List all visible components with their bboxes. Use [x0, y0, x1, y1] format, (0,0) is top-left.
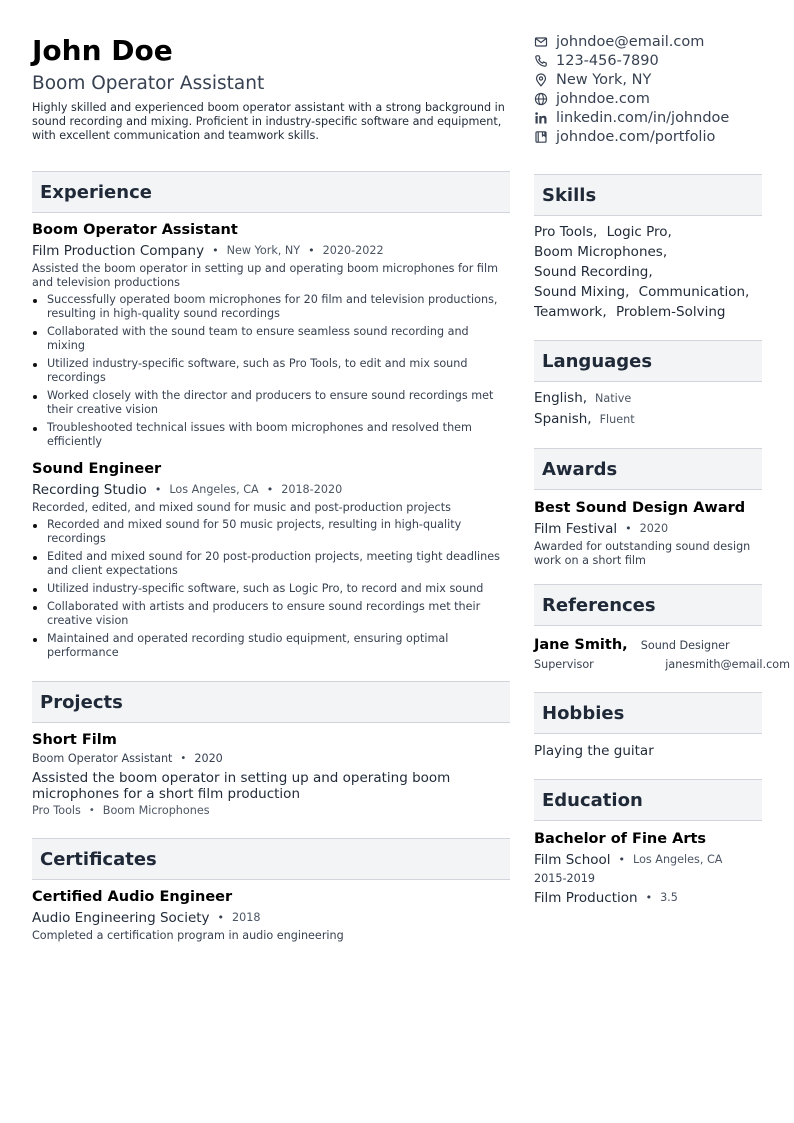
- company-name: Recording Studio: [32, 482, 147, 498]
- projects-heading: Projects: [32, 681, 510, 723]
- certificate-issuer: Audio Engineering Society: [32, 910, 210, 926]
- education-entry: [534, 829, 762, 909]
- education-heading: Education: [534, 779, 762, 821]
- location-text: New York, NY: [556, 71, 652, 88]
- award-description: Awarded for outstanding sound design work on a short film: [534, 540, 751, 567]
- hobby-item: Playing the guitar: [534, 743, 654, 759]
- certificates-heading: Certificates: [32, 838, 510, 880]
- award-entry: [534, 498, 762, 568]
- education-meta: [534, 849, 762, 871]
- project-year: 2020: [194, 752, 223, 765]
- job-summary: Assisted the boom operator in setting up and operating boom microphones for film and television productions: [32, 262, 498, 289]
- reference-name: Jane Smith,: [534, 637, 628, 653]
- separator: •: [217, 911, 225, 924]
- list-item: Troubleshooted technical issues with boom microphones and resolved them efficiently: [32, 421, 510, 449]
- list-item: Collaborated with the sound team to ensure seamless sound recording and mixing: [32, 325, 510, 353]
- project-meta: [32, 750, 510, 768]
- skill-line: [534, 302, 762, 322]
- school-name: Film School: [534, 852, 611, 868]
- map-pin-icon: [534, 73, 548, 87]
- list-item: Utilized industry-specific software, such as Pro Tools, to edit and mix sound recordings: [32, 357, 510, 385]
- separator: •: [308, 244, 315, 257]
- education-field-row: [534, 887, 762, 909]
- website-text: johndoe.com: [556, 90, 650, 107]
- separator: •: [266, 483, 274, 496]
- profile-summary: Highly skilled and experienced boom operator assistant with a strong background in sound recording and mixing. Proficient in industry-specific software and equipment, with excellent communication and teamwork skills.: [32, 101, 505, 142]
- degree-title: Bachelor of Fine Arts: [534, 831, 707, 847]
- language-item: [534, 409, 762, 430]
- list-item: Utilized industry-specific software, such as Logic Pro, to record and mix sound: [32, 582, 510, 596]
- certificate-title: Certified Audio Engineer: [32, 889, 233, 905]
- contact-phone[interactable]: [534, 51, 762, 70]
- certificate-entry: [32, 887, 510, 943]
- list-item: Successfully operated boom microphones for 20 film and television productions, resulting in high-quality sound recordings: [32, 293, 510, 321]
- job-title: Boom Operator Assistant: [32, 222, 238, 238]
- project-keywords: [32, 802, 510, 820]
- award-meta: [534, 518, 762, 540]
- language-name: Spanish,: [534, 411, 592, 427]
- email-text: johndoe@email.com: [556, 33, 705, 50]
- contact-linkedin[interactable]: [534, 108, 762, 127]
- languages-list: [534, 388, 762, 430]
- job-title: Sound Engineer: [32, 461, 162, 477]
- globe-icon: [534, 92, 548, 106]
- list-item: Worked closely with the director and producers to ensure sound recordings met their creative vision: [32, 389, 510, 417]
- job-dates: 2020-2022: [322, 244, 384, 257]
- phone-text: 123-456-7890: [556, 52, 659, 69]
- job-bullets: [32, 293, 510, 449]
- skill: Logic Pro,: [606, 224, 672, 240]
- skill: Teamwork,: [534, 304, 607, 320]
- job-dates: 2018-2020: [281, 483, 343, 496]
- contact-portfolio[interactable]: [534, 127, 762, 146]
- portfolio-text: johndoe.com/portfolio: [556, 128, 716, 145]
- project-entry: [32, 730, 510, 820]
- list-item: Maintained and operated recording studio equipment, ensuring optimal performance: [32, 632, 510, 660]
- school-location: Los Angeles, CA: [633, 853, 723, 866]
- gpa: 3.5: [660, 891, 678, 904]
- reference-role: Sound Designer: [640, 639, 730, 652]
- hobbies-list: [534, 741, 762, 761]
- skill-line: [534, 282, 762, 302]
- skill-line: [534, 242, 762, 262]
- right-column: [534, 30, 790, 909]
- separator: •: [180, 753, 187, 764]
- job-location: New York, NY: [226, 244, 301, 257]
- reference-header: [534, 634, 762, 656]
- list-item: Collaborated with artists and producers to ensure sound recordings met their creative vision: [32, 600, 510, 628]
- experience-entry: [32, 220, 510, 449]
- job-bullets: [32, 518, 510, 660]
- skill: Pro Tools,: [534, 224, 598, 240]
- candidate-name: John Doe: [32, 34, 173, 67]
- separator: •: [625, 522, 632, 535]
- awards-heading: Awards: [534, 448, 762, 490]
- languages-heading: Languages: [534, 340, 762, 382]
- language-name: English,: [534, 390, 588, 406]
- project-description: Assisted the boom operator in setting up and operating boom microphones for a short film production: [32, 770, 451, 802]
- experience-heading: Experience: [32, 171, 510, 213]
- contact-list: [534, 32, 762, 146]
- keyword: Boom Microphones: [102, 804, 210, 817]
- reference-details: [534, 656, 790, 674]
- skill-line: [534, 262, 762, 282]
- award-year: 2020: [639, 522, 669, 535]
- certificate-description: Completed a certification program in audio engineering: [32, 929, 344, 942]
- skill: Problem-Solving: [615, 304, 726, 320]
- list-item: Edited and mixed sound for 20 post-production projects, meeting tight deadlines and client expectations: [32, 550, 510, 578]
- keyword: Pro Tools: [32, 804, 81, 817]
- linkedin-text: linkedin.com/in/johndoe: [556, 109, 730, 126]
- reference-email[interactable]: janesmith@email.com: [665, 658, 790, 671]
- language-level: Native: [595, 392, 632, 405]
- experience-entry: [32, 459, 510, 660]
- reference-entry: [534, 634, 790, 674]
- contact-website[interactable]: [534, 89, 762, 108]
- award-title: Best Sound Design Award: [534, 500, 746, 516]
- left-column: [32, 30, 510, 943]
- separator: •: [645, 891, 653, 904]
- skills-heading: Skills: [534, 174, 762, 216]
- candidate-title: Boom Operator Assistant: [32, 73, 265, 94]
- skill: Boom Microphones,: [534, 244, 668, 260]
- contact-email[interactable]: [534, 32, 762, 51]
- skill-line: [534, 222, 762, 242]
- references-heading: References: [534, 584, 762, 626]
- list-item: Recorded and mixed sound for 50 music projects, resulting in high-quality recordings: [32, 518, 510, 546]
- mail-icon: [534, 35, 548, 49]
- job-location: Los Angeles, CA: [169, 483, 259, 496]
- skills-list: [534, 222, 762, 322]
- skill: Communication,: [638, 284, 750, 300]
- company-name: Film Production Company: [32, 243, 205, 259]
- award-org: Film Festival: [534, 521, 618, 537]
- education-dates: 2015-2019: [534, 872, 595, 885]
- language-item: [534, 388, 762, 409]
- project-role: Boom Operator Assistant: [32, 752, 173, 765]
- field-of-study: Film Production: [534, 890, 638, 906]
- job-meta: [32, 240, 510, 262]
- hobbies-heading: Hobbies: [534, 692, 762, 734]
- separator: •: [212, 244, 219, 257]
- job-summary: Recorded, edited, and mixed sound for music and post-production projects: [32, 501, 451, 514]
- skill: Sound Recording,: [534, 264, 653, 280]
- language-level: Fluent: [599, 413, 635, 426]
- certificate-meta: [32, 907, 510, 929]
- skill: Sound Mixing,: [534, 284, 630, 300]
- contact-location: [534, 70, 762, 89]
- phone-icon: [534, 54, 548, 68]
- separator: •: [618, 853, 626, 866]
- separator: •: [154, 483, 162, 496]
- separator: •: [88, 805, 95, 816]
- certificate-year: 2018: [232, 911, 261, 924]
- project-title: Short Film: [32, 732, 117, 748]
- portfolio-icon: [534, 130, 548, 144]
- reference-relation: Supervisor: [534, 658, 594, 671]
- linkedin-icon: [534, 111, 548, 125]
- job-meta: [32, 479, 510, 501]
